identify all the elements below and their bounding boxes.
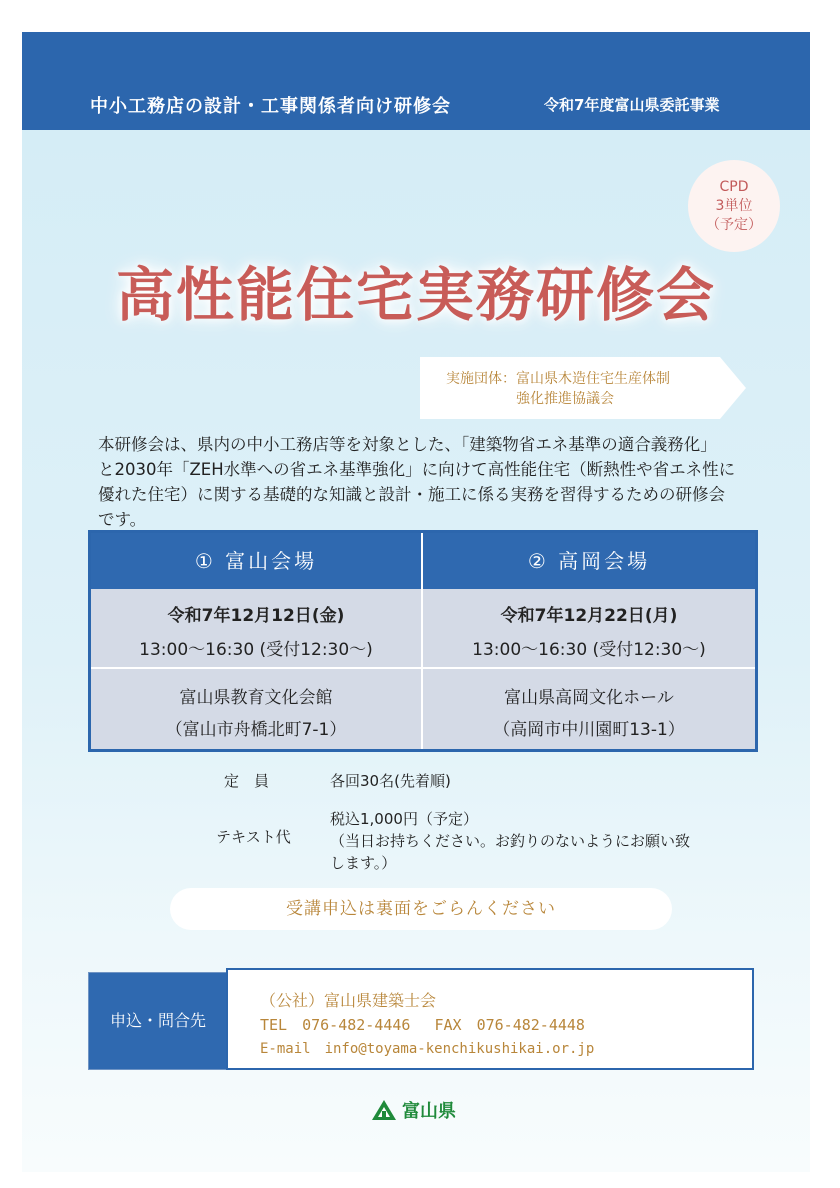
venue-table — [88, 530, 758, 752]
capacity-value: 各回30名(先着順) — [330, 772, 451, 790]
intro-line4: です。 — [98, 510, 147, 529]
header-right-title: 令和7年度富山県委託事業 — [544, 96, 720, 114]
contact-label: 申込・問合先 — [88, 972, 228, 1070]
organizer-arrow — [720, 357, 746, 419]
text-fee-note2: します。） — [330, 854, 397, 872]
text-fee-price: 税込1,000円（予定） — [330, 810, 478, 828]
capacity-label: 定 員 — [224, 772, 270, 790]
header-bar — [22, 32, 810, 130]
prefecture-logo — [370, 1096, 456, 1124]
venue-date-toyama — [91, 601, 421, 626]
toyama-emblem-icon — [370, 1098, 398, 1122]
contact-phone: TEL 076-482-4446 FAX 076-482-4448 — [260, 1016, 585, 1034]
cpd-badge — [688, 160, 780, 252]
date-prefix: 令和7年 — [167, 606, 231, 626]
venue-heading-takaoka: ② 高岡会場 — [423, 533, 755, 589]
text-fee-note1: （当日お持ちください。お釣りのないようにお願い致 — [330, 832, 691, 850]
organizer-box — [420, 357, 720, 419]
intro-line2: と2030年「ZEH水準への省エネ基準強化」に向けて高性能住宅（断熱性や省エネ性に — [98, 460, 736, 479]
intro-line1: 本研修会は、県内の中小工務店等を対象とした、「建築物省エネ基準の適合義務化」 — [98, 435, 717, 454]
prefecture-name: 富山県 — [402, 1101, 456, 1122]
venue-time-takaoka: 13:00～16:30 (受付12:30～) — [472, 640, 706, 660]
intro-text — [98, 432, 788, 532]
apply-note: 受講申込は裏面をごらんください — [170, 888, 672, 930]
text-fee-details — [330, 808, 730, 874]
flyer-page — [22, 32, 810, 1172]
organizer-line2: 強化推進協議会 — [516, 391, 614, 407]
date-weekday: (月) — [644, 606, 678, 626]
date-main: 12月22日 — [563, 606, 645, 626]
cpd-units: 3単位 — [715, 197, 753, 214]
venue-address-toyama: （富山市舟橋北町7-1） — [165, 720, 347, 740]
venue-heading-toyama: ① 富山会場 — [91, 533, 421, 589]
contact-org: （公社）富山県建築士会 — [260, 991, 437, 1010]
organizer-line1: 実施団体：富山県木造住宅生産体制 — [446, 371, 670, 387]
venue-place-takaoka: 富山県高岡文化ホール — [504, 688, 674, 708]
venue-address-takaoka: （高岡市中川園町13-1） — [493, 720, 685, 740]
header-left-title: 中小工務店の設計・工事関係者向け研修会 — [90, 96, 451, 117]
text-fee-label: テキスト代 — [216, 828, 291, 846]
venue-place-toyama: 富山県教育文化会館 — [179, 688, 333, 708]
venue-time-toyama: 13:00～16:30 (受付12:30～) — [139, 640, 373, 660]
venue-date-takaoka — [423, 601, 755, 626]
cpd-label: CPD — [719, 178, 749, 195]
intro-line3: 優れた住宅）に関する基礎的な知識と設計・施工に係る実務を習得するための研修会 — [98, 485, 725, 504]
cpd-note: （予定） — [706, 216, 762, 233]
contact-email: E-mail info@toyama-kenchikushikai.or.jp — [260, 1041, 595, 1057]
date-main: 12月12日 — [230, 606, 312, 626]
date-prefix: 令和7年 — [500, 606, 564, 626]
date-weekday: (金) — [311, 606, 345, 626]
page-title: 高性能住宅実務研修会 — [115, 261, 716, 329]
contact-box — [226, 968, 754, 1070]
venue-row-divider — [91, 667, 755, 669]
